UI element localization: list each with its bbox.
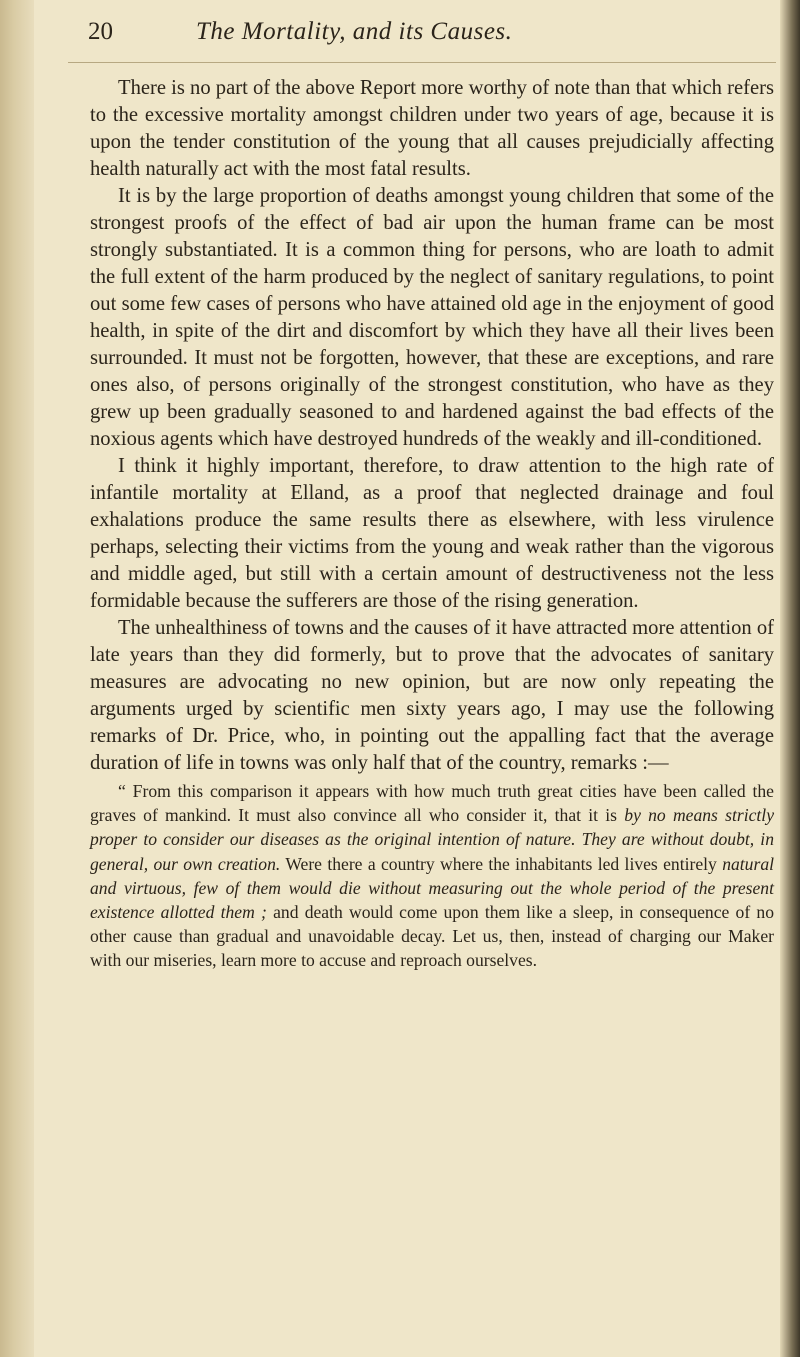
paragraph: There is no part of the above Report more worthy of note than that which refers to the excessive mortality amongst children under two years of age, because it is upon the tender constitution of the young that all causes prejudicially affecting health naturally act with the most fatal results.: [90, 77, 774, 180]
book-page: [68, 14, 776, 973]
block-quote: [68, 779, 776, 973]
body-text: [68, 63, 776, 973]
page-gutter-left: [0, 0, 34, 1357]
page-header: [68, 14, 776, 63]
quote-text: and death would come upon them like a sleep, in consequence of no other cause than gradual and unavoidable decay. Let us, then, instead of charging our Maker with our miseries, learn more to accuse and reproach ourselves.: [90, 902, 774, 971]
quote-italic-text: by no means strictly proper to consider our diseases as the original intention of nature. They are without doubt, in general, our own creation.: [90, 805, 775, 874]
quote-text: “ From this comparison it appears with how much truth great cities have been called the graves of mankind. It must also convince all who consider it, that it is: [90, 781, 774, 826]
page-edge-right: [780, 0, 800, 1357]
running-head: The Mortality, and its Causes.: [196, 18, 513, 45]
paragraph: It is by the large proportion of deaths amongst young children that some of the strongest proofs of the effect of bad air upon the human frame can be most strongly substantiated. It is a common thing for persons, who are loath to admit the full extent of the harm produced by the neglect of sanitary regulations, to point out some few cases of persons who have attained old age in the enjoyment of good health, in spite of the dirt and discomfort by which they have all their lives been surrounded. It must not be forgotten, however, that these are exceptions, and rare ones also, of persons originally of the strongest constitution, who have as they grew up been gradually seasoned to and hardened against the bad effects of the noxious agents which have destroyed hundreds of the weakly and ill-conditioned.: [90, 185, 774, 450]
page-number: 20: [88, 18, 113, 45]
paragraph: I think it highly important, therefore, to draw attention to the high rate of infantile mortality at Elland, as a proof that neglected drainage and foul exhalations produce the same results there as elsewhere, with less virulence perhaps, selecting their victims from the young and weak rather than the vigorous and middle aged, but still with a certain amount of destructiveness not the less formidable because the sufferers are those of the rising generation.: [90, 455, 774, 612]
paragraph: The unhealthiness of towns and the causes of it have attracted more attention of late years than they did formerly, but to prove that the advocates of sanitary measures are advocating no new opinion, but are now only repeating the arguments urged by scientific men sixty years ago, I may use the following remarks of Dr. Price, who, in pointing out the appalling fact that the average duration of life in towns was only half that of the country, remarks :—: [90, 617, 774, 774]
quote-text: Were there a country where the inhabitants led lives entirely: [280, 853, 723, 874]
quote-italic-text: natural and virtuous, few of them would die without measuring out the whole period of the present existence allotted them ;: [90, 853, 774, 923]
